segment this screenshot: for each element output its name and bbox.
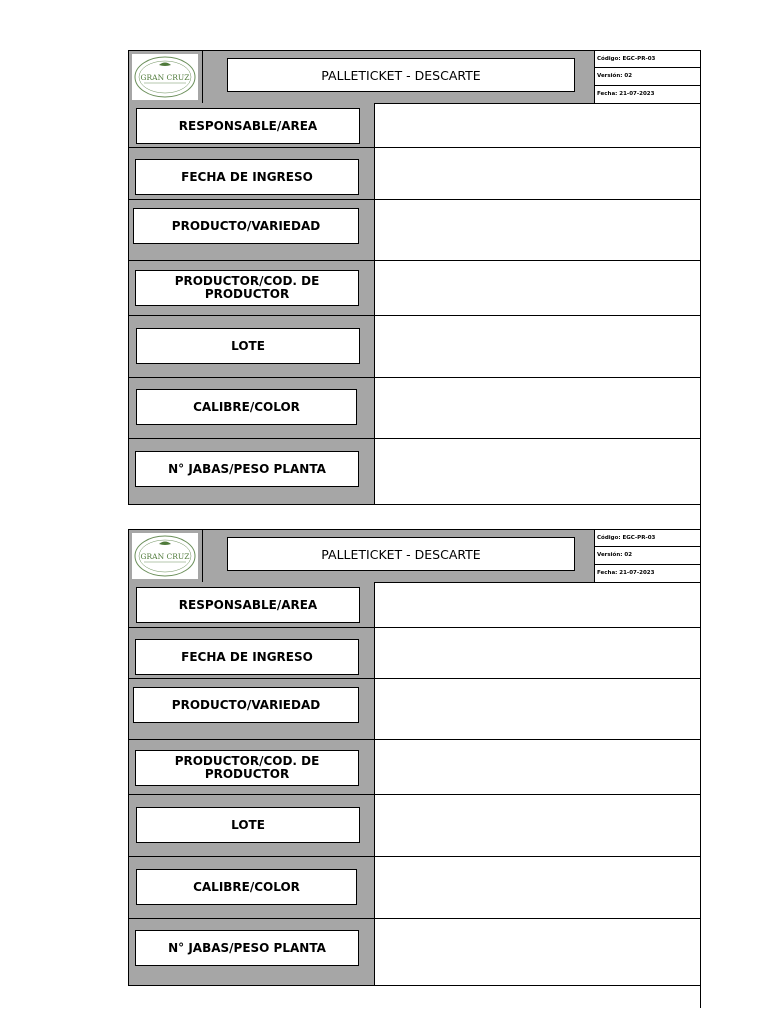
lote-label: LOTE bbox=[136, 807, 360, 843]
row-responsable bbox=[129, 103, 700, 148]
version-label: Versión: 02 bbox=[595, 68, 701, 85]
form-header bbox=[129, 51, 700, 104]
productor-value[interactable] bbox=[375, 740, 700, 794]
responsable-label: RESPONSABLE/AREA bbox=[136, 587, 360, 623]
responsable-label: RESPONSABLE/AREA bbox=[136, 108, 360, 144]
divider-line bbox=[700, 986, 701, 1008]
row-producto bbox=[129, 679, 700, 740]
svg-text:GRAN CRUZ: GRAN CRUZ bbox=[140, 552, 190, 561]
jabas-value[interactable] bbox=[375, 919, 700, 985]
form-header bbox=[129, 530, 700, 583]
lote-label: LOTE bbox=[136, 328, 360, 364]
fecha-ingreso-label: FECHA DE INGRESO bbox=[135, 639, 359, 675]
logo-cell bbox=[129, 51, 203, 103]
row-producto bbox=[129, 200, 700, 261]
row-lote bbox=[129, 316, 700, 378]
title-cell bbox=[203, 530, 595, 582]
producto-label: PRODUCTO/VARIEDAD bbox=[133, 208, 359, 244]
fecha-label: Fecha: 21-07-2023 bbox=[597, 91, 655, 98]
calibre-label: CALIBRE/COLOR bbox=[136, 869, 357, 905]
form-title: PALLETICKET - DESCARTE bbox=[227, 58, 575, 92]
codigo-label: Código: EGC-PR-03 bbox=[595, 51, 701, 68]
jabas-label: N° JABAS/PESO PLANTA bbox=[135, 930, 359, 966]
fecha-ingreso-value[interactable] bbox=[375, 148, 700, 199]
fecha-ingreso-value[interactable] bbox=[375, 628, 700, 678]
logo-cell bbox=[129, 530, 203, 582]
form-meta bbox=[595, 51, 701, 103]
divider-line bbox=[700, 505, 701, 529]
title-cell bbox=[203, 51, 595, 103]
lote-value[interactable] bbox=[375, 795, 700, 856]
row-calibre bbox=[129, 857, 700, 919]
form-meta bbox=[595, 530, 701, 582]
calibre-value[interactable] bbox=[375, 378, 700, 438]
row-lote bbox=[129, 795, 700, 857]
row-productor bbox=[129, 261, 700, 316]
row-fecha-ingreso bbox=[129, 148, 700, 200]
gran-cruz-logo bbox=[132, 54, 198, 100]
jabas-value[interactable] bbox=[375, 439, 700, 504]
productor-label: PRODUCTOR/COD. DE PRODUCTOR bbox=[135, 270, 359, 306]
responsable-value[interactable] bbox=[375, 103, 700, 147]
version-label: Versión: 02 bbox=[595, 547, 701, 564]
producto-value[interactable] bbox=[375, 200, 700, 260]
svg-text:GRAN CRUZ: GRAN CRUZ bbox=[140, 73, 190, 82]
row-jabas bbox=[129, 439, 700, 504]
form-rows bbox=[129, 582, 700, 985]
productor-value[interactable] bbox=[375, 261, 700, 315]
jabas-label: N° JABAS/PESO PLANTA bbox=[135, 451, 359, 487]
row-jabas bbox=[129, 919, 700, 985]
productor-label: PRODUCTOR/COD. DE PRODUCTOR bbox=[135, 750, 359, 786]
gran-cruz-logo bbox=[132, 533, 198, 579]
calibre-label: CALIBRE/COLOR bbox=[136, 389, 357, 425]
row-calibre bbox=[129, 378, 700, 439]
producto-label: PRODUCTO/VARIEDAD bbox=[133, 687, 359, 723]
palleticket-form-2 bbox=[128, 529, 701, 986]
fecha-label: Fecha: 21-07-2023 bbox=[597, 570, 655, 577]
palleticket-form-1 bbox=[128, 50, 701, 505]
lote-value[interactable] bbox=[375, 316, 700, 377]
row-fecha-ingreso bbox=[129, 628, 700, 679]
fecha-ingreso-label: FECHA DE INGRESO bbox=[135, 159, 359, 195]
form-title: PALLETICKET - DESCARTE bbox=[227, 537, 575, 571]
responsable-value[interactable] bbox=[375, 582, 700, 627]
producto-value[interactable] bbox=[375, 679, 700, 739]
calibre-value[interactable] bbox=[375, 857, 700, 918]
form-rows bbox=[129, 103, 700, 504]
row-productor bbox=[129, 740, 700, 795]
row-responsable bbox=[129, 582, 700, 628]
codigo-label: Código: EGC-PR-03 bbox=[595, 530, 701, 547]
